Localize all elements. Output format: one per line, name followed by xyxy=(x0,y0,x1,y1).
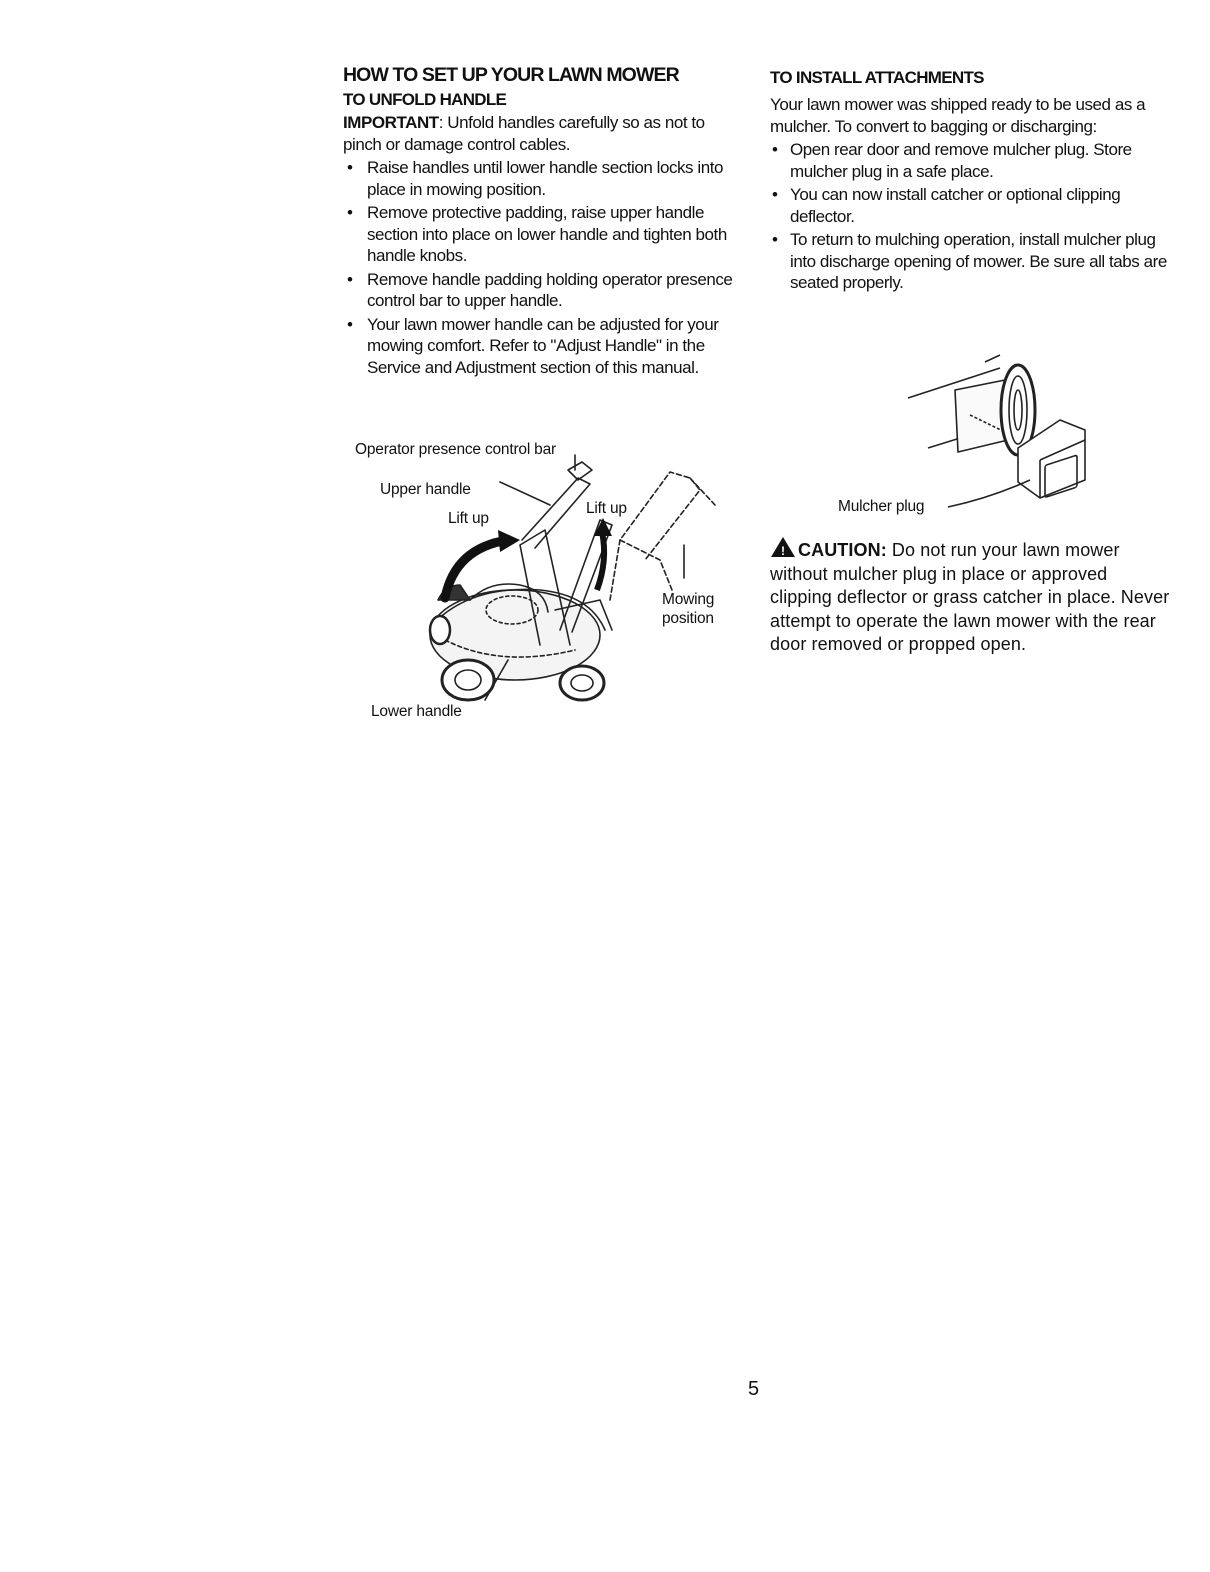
page-number: 5 xyxy=(748,1378,760,1400)
important-label: IMPORTANT xyxy=(343,113,439,132)
list-item: • Your lawn mower handle can be adjusted for your mowing comfort. Refer to "Adjust Handle" in the Service and Adjustment section of this manual. xyxy=(343,314,743,379)
list-item: • Remove handle padding holding operator presence control bar to upper handle. xyxy=(343,269,743,312)
install-intro: Your lawn mower was shipped ready to be used as a mulcher. To convert to bagging or discharging: xyxy=(770,95,1146,136)
list-item: • Raise handles until lower handle section locks into place in mowing position. xyxy=(343,157,743,200)
label-operator-presence-bar: Operator presence control bar xyxy=(355,441,556,458)
caution-title: CAUTION: xyxy=(798,540,887,560)
caution-text: Do not run your lawn mower without mulcher plug in place or approved clipping deflector or grass catcher in place. Never attempt to operate the lawn mower with the rear door removed or propped open. xyxy=(770,540,1170,654)
list-item: • Open rear door and remove mulcher plug. Store mulcher plug in a safe place. xyxy=(770,139,1170,182)
subsection-title-unfold-handle: TO UNFOLD HANDLE xyxy=(343,90,507,109)
subsection-title-install-attachments: TO INSTALL ATTACHMENTS xyxy=(770,68,984,87)
label-lift-up-left: Lift up xyxy=(448,510,489,527)
label-lower-handle: Lower handle xyxy=(371,703,462,720)
label-mowing-position: Mowing position xyxy=(662,591,715,627)
important-text: : Unfold handles carefully so as not to pinch or damage control cables. xyxy=(343,113,705,154)
label-upper-handle: Upper handle xyxy=(380,481,471,498)
caution-notice xyxy=(770,536,1170,657)
list-item: • Remove protective padding, raise upper handle section into place on lower handle and tighten both handle knobs. xyxy=(343,202,743,267)
label-mulcher-plug: Mulcher plug xyxy=(838,498,925,515)
list-item: • You can now install catcher or optional clipping deflector. xyxy=(770,184,1170,227)
list-item: • To return to mulching operation, install mulcher plug into discharge opening of mower. Be sure all tabs are seated properly. xyxy=(770,229,1170,294)
warning-triangle-icon xyxy=(770,536,796,558)
label-lift-up-right: Lift up xyxy=(586,500,627,517)
section-title: HOW TO SET UP YOUR LAWN MOWER xyxy=(343,64,679,86)
svg-text:!: ! xyxy=(780,544,786,558)
